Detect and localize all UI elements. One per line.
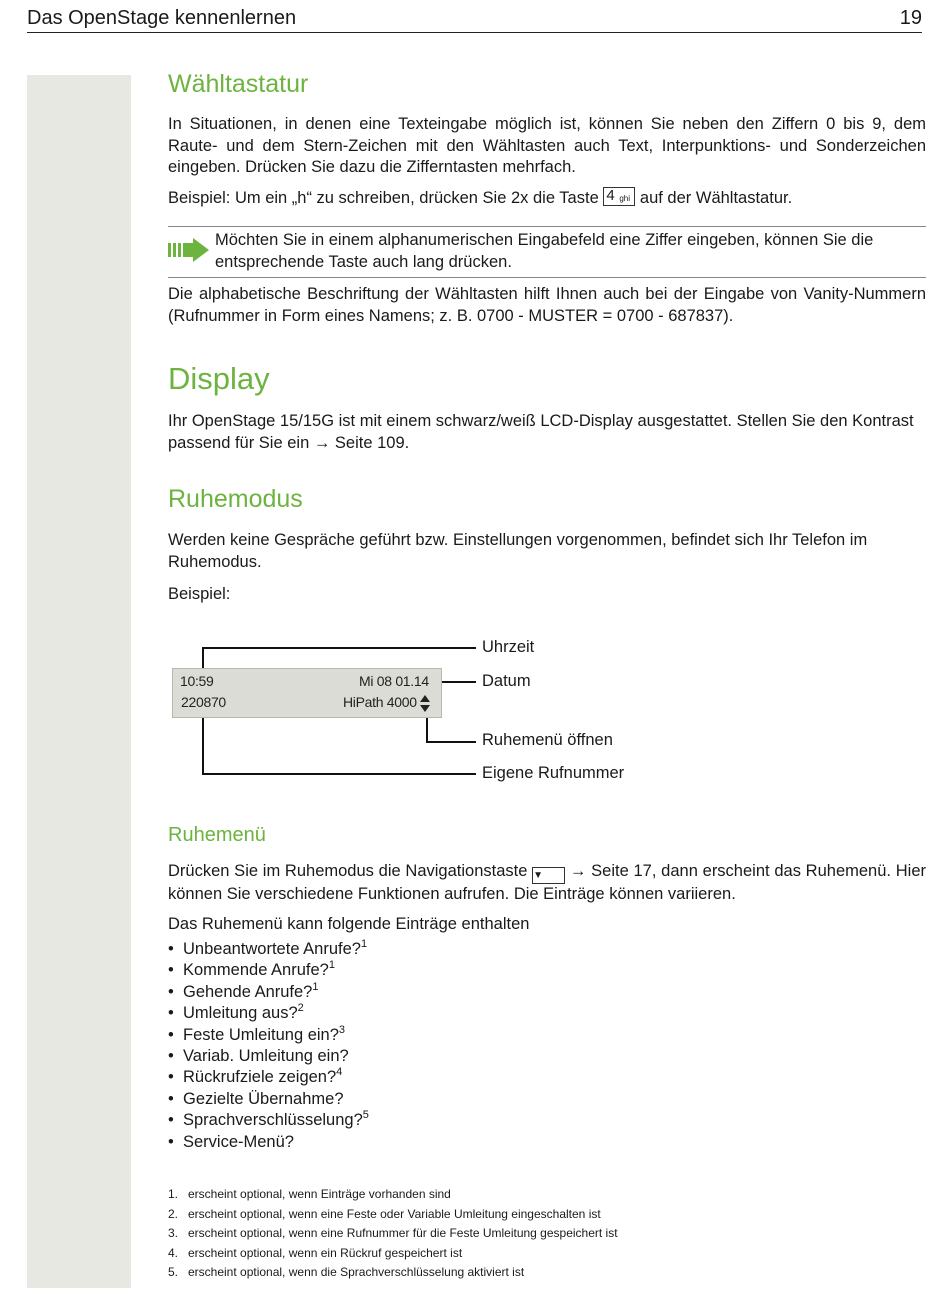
heading-waehltastatur: Wähltastatur xyxy=(168,70,309,98)
footnote: 3. erscheint optional, wenn eine Rufnummer für die Feste Umleitung gespeichert ist xyxy=(168,1226,618,1241)
up-down-arrows-icon xyxy=(420,695,430,713)
lcd-display xyxy=(172,668,442,718)
ruhemenue-text-before: Drücken Sie im Ruhemodus die Navigationstaste xyxy=(168,862,533,880)
ruhemodus-example-label: Beispiel: xyxy=(168,585,231,603)
waehltastatur-paragraph-2: Die alphabetische Beschriftung der Wähltasten hilft Ihnen auch bei der Eingabe von Vanity-Nummern (Rufnummer in Form eines Namens; z. B. 0700 - MUSTER = 0700 - 687837). xyxy=(168,285,926,325)
heading-ruhemodus: Ruhemodus xyxy=(168,485,303,513)
display-system: HiPath 4000 xyxy=(343,694,417,710)
example-text-after: auf der Wähltastatur. xyxy=(635,189,793,207)
page-header xyxy=(27,5,922,33)
list-item: • Feste Umleitung ein?$^3$ xyxy=(168,1025,369,1046)
ruhemenue-text-after: → Seite 17, dann erscheint das Ruhemenü. Hier können Sie verschiedene Funktionen aufrufen. Die Einträge können variieren. xyxy=(168,862,926,903)
list-item: • Umleitung aus?$^2$ xyxy=(168,1003,369,1024)
ruhemenue-list-intro: Das Ruhemenü kann folgende Einträge enthalten xyxy=(168,915,530,933)
heading-display: Display xyxy=(168,361,270,396)
waehltastatur-paragraph-1: In Situationen, in denen eine Texteingabe möglich ist, können Sie neben den Ziffern 0 bis 9, dem Raute- und dem Stern-Zeichen mit den Wähltasten auch Text, Interpunktions- und Sonderzeichen eingeben. Drücken Sie dazu die Zifferntasten mehrfach. xyxy=(168,115,926,176)
display-time: 10:59 xyxy=(180,673,214,689)
list-item: • Unbeantwortete Anrufe?$^1$ xyxy=(168,939,369,960)
waehltastatur-example xyxy=(168,187,926,210)
hint-text: Möchten Sie in einem alphanumerischen Eingabefeld eine Ziffer eingeben, können Sie die entsprechende Taste auch lang drücken. xyxy=(215,231,874,271)
callout-menu: Ruhemenü öffnen xyxy=(482,731,613,749)
page-number: 19 xyxy=(899,7,922,29)
list-item: • Kommende Anrufe?$^1$ xyxy=(168,960,369,981)
display-own-number: 220870 xyxy=(181,694,226,710)
footnote: 1. erscheint optional, wenn Einträge vorhanden sind xyxy=(168,1187,451,1201)
hint-box xyxy=(168,226,926,278)
callout-own-number: Eigene Rufnummer xyxy=(482,764,625,782)
side-column xyxy=(27,75,131,1288)
key-letters: ghi xyxy=(619,194,631,203)
ruhemenue-paragraph xyxy=(168,861,926,906)
display-paragraph: Ihr OpenStage 15/15G ist mit einem schwarz/weiß LCD-Display ausgestattet. Stellen Sie den Kontrast passend für Sie ein → Seite 109. xyxy=(168,412,914,452)
header-title: Das OpenStage kennenlernen xyxy=(27,7,297,29)
display-date: Mi 08 01.14 xyxy=(359,673,429,689)
list-item: • Gezielte Übernahme? xyxy=(168,1089,369,1110)
arrow-hint-icon xyxy=(168,238,210,262)
footnote: 5. erscheint optional, wenn die Sprachverschlüsselung aktiviert ist xyxy=(168,1265,525,1280)
key-digit: 4 xyxy=(606,187,615,204)
list-item: • Variab. Umleitung ein? xyxy=(168,1046,369,1067)
list-item: • Service-Menü? xyxy=(168,1132,369,1153)
navigation-down-key-icon: ▼ xyxy=(532,867,565,884)
example-text-before: Beispiel: Um ein „h“ zu schreiben, drücken Sie 2x die Taste xyxy=(168,189,604,207)
list-item: • Rückrufziele zeigen?$^4$ xyxy=(168,1067,369,1088)
list-item: • Gehende Anrufe?$^1$ xyxy=(168,982,369,1003)
footnote: 4. erscheint optional, wenn ein Rückruf gespeichert ist xyxy=(168,1245,463,1260)
footnotes xyxy=(168,1185,618,1283)
key-4-icon xyxy=(603,187,635,206)
list-item: • Sprachverschlüsselung?$^5$ xyxy=(168,1110,369,1131)
callout-time: Uhrzeit xyxy=(482,638,535,656)
ruhemenue-entries xyxy=(168,939,369,1153)
footnote: 2. erscheint optional, wenn eine Feste oder Variable Umleitung eingeschalten ist xyxy=(168,1206,601,1221)
heading-ruhemenue: Ruhemenü xyxy=(168,824,266,846)
ruhemodus-paragraph: Werden keine Gespräche geführt bzw. Einstellungen vorgenommen, befindet sich Ihr Telefon im Ruhemodus. xyxy=(168,531,868,571)
callout-date: Datum xyxy=(482,672,531,690)
